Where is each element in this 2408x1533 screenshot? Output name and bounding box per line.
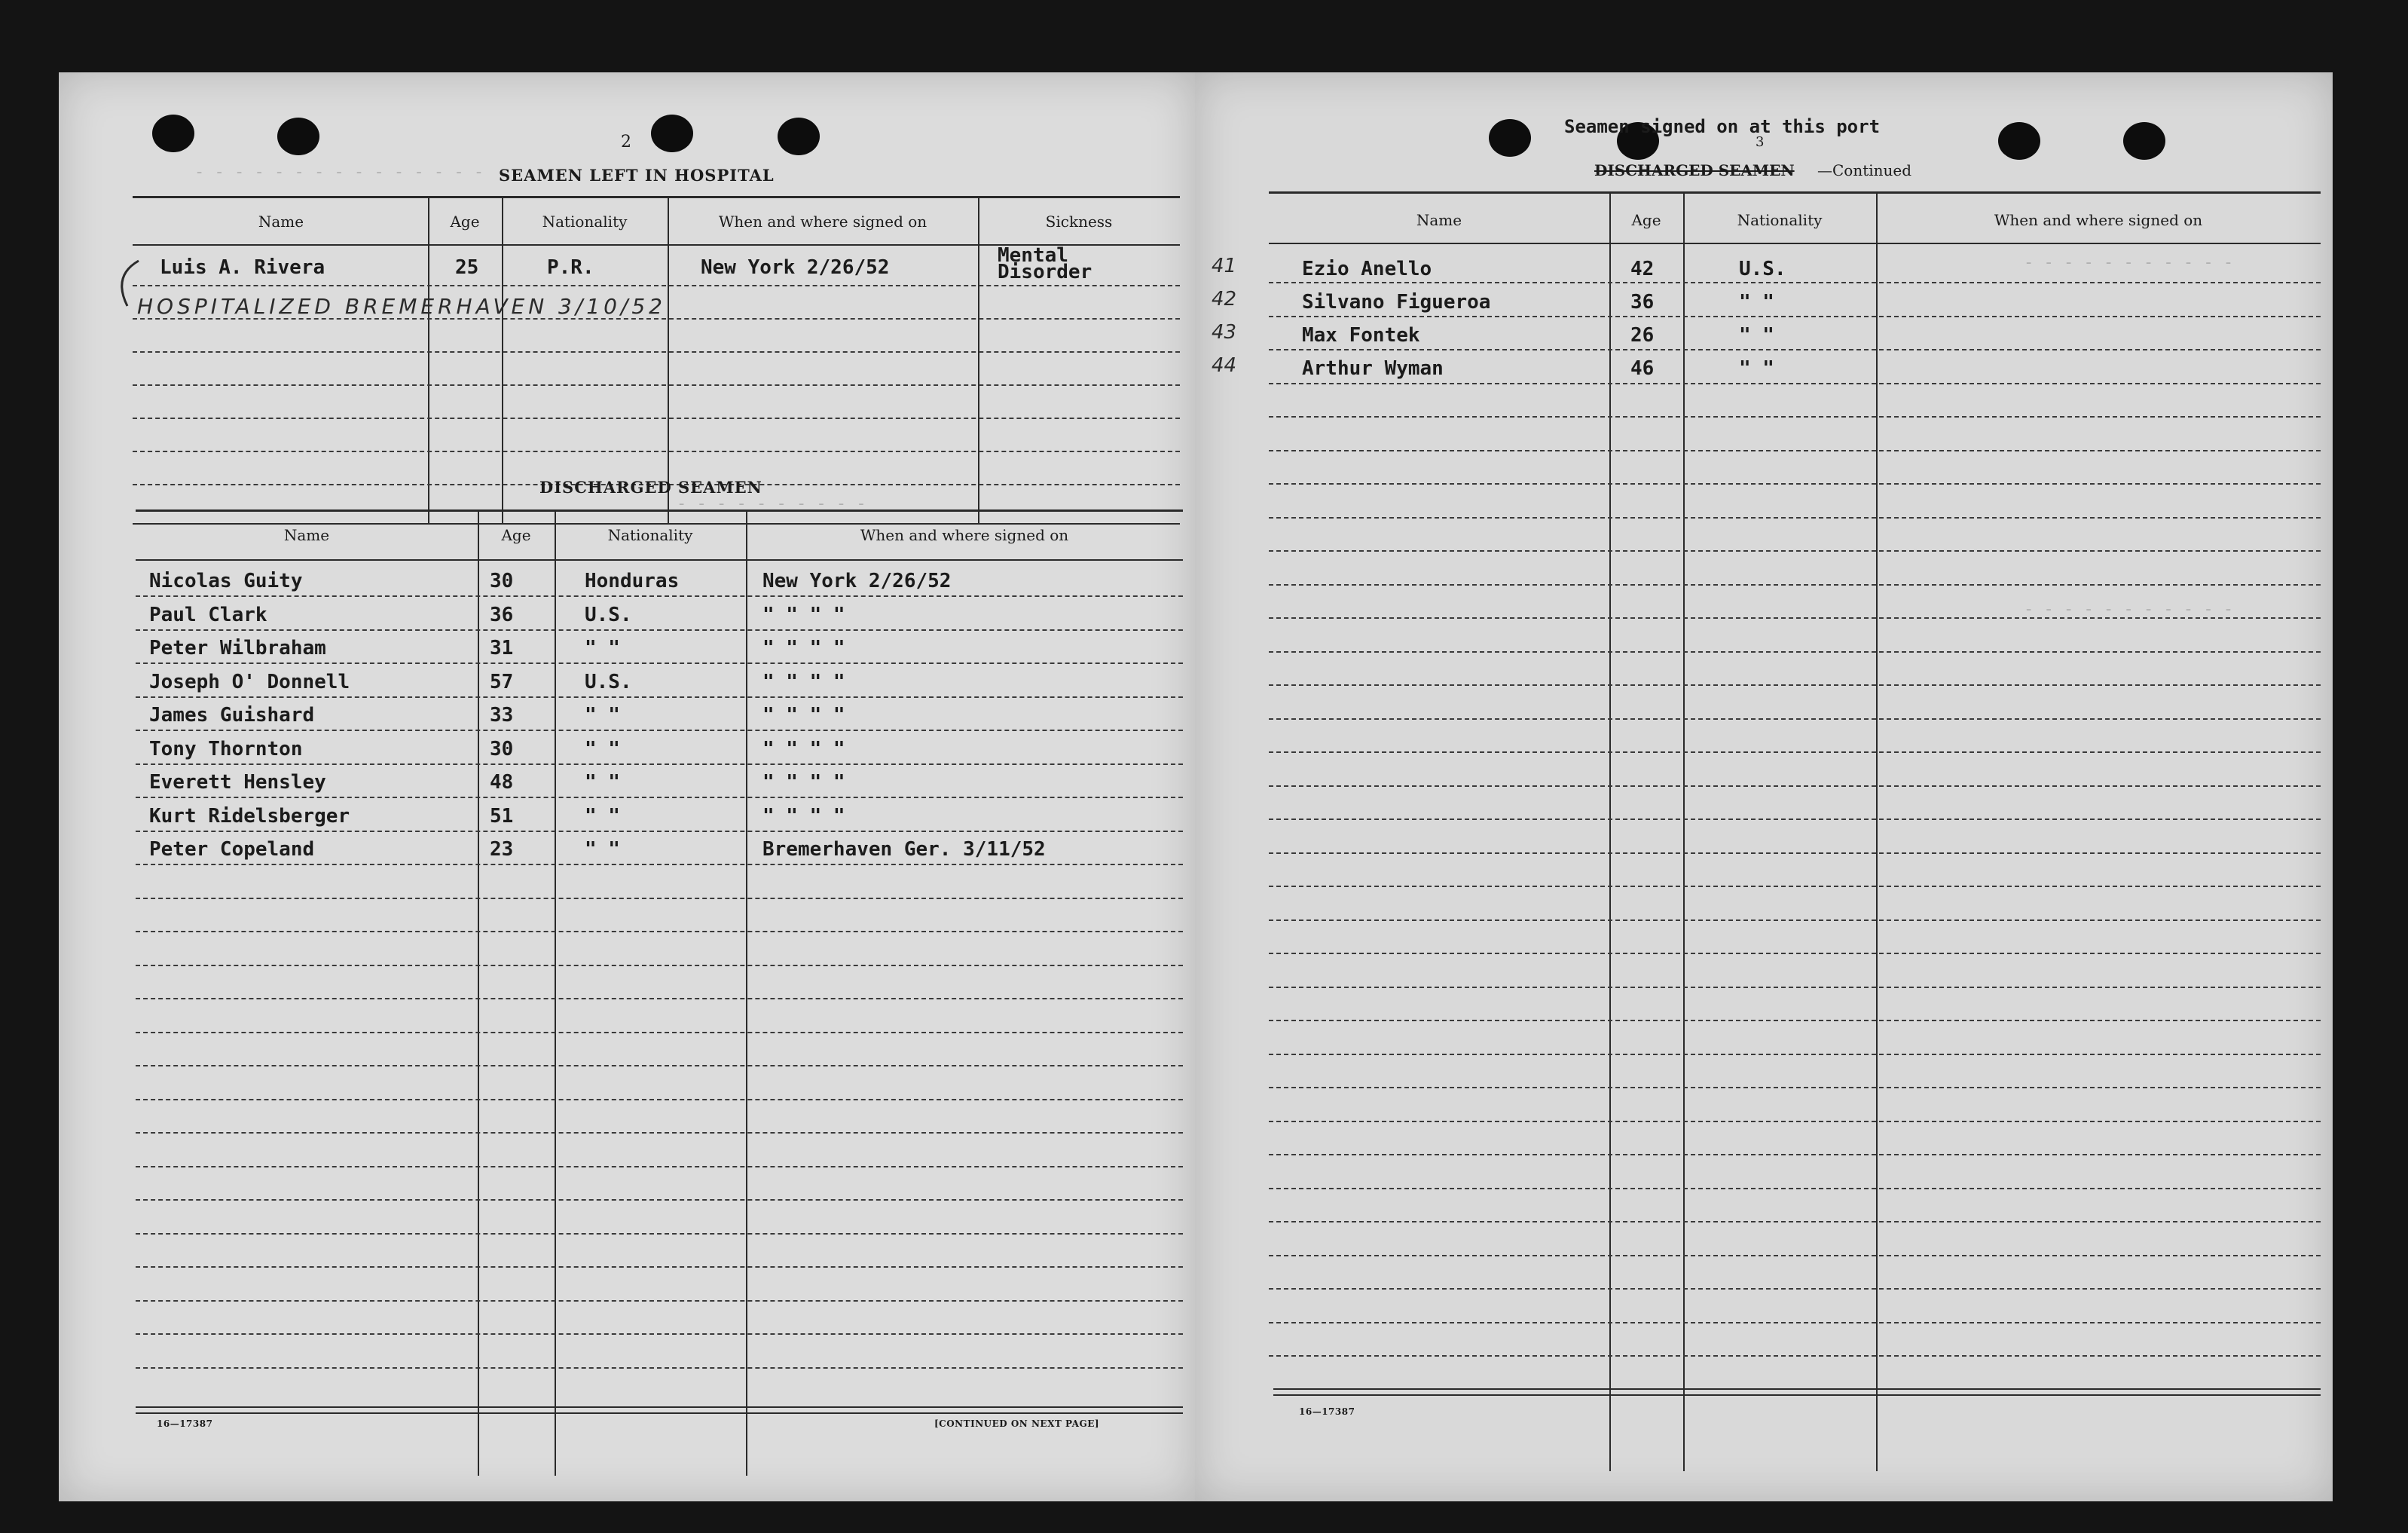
row-rule	[1269, 450, 2321, 451]
row-rule	[136, 763, 1183, 765]
row-rule	[1269, 819, 2321, 820]
signed-on-nationality: U.S.	[1739, 258, 1786, 280]
discharged-nationality: " "	[585, 637, 620, 659]
bleed-through-text: - - - - - - - - - - -	[2024, 253, 2234, 272]
discharged-nationality: " "	[585, 704, 620, 727]
header-signed-on: When and where signed on	[860, 526, 1069, 544]
row-rule	[1269, 1288, 2321, 1290]
row-rule	[1269, 1355, 2321, 1357]
hospital-name: Luis A. Rivera	[160, 256, 325, 279]
row-rule	[1269, 919, 2321, 921]
row-rule	[136, 965, 1183, 966]
bleed-through-text: - - - - - - - - - - - - - - -	[194, 163, 484, 182]
struck-subtitle: DISCHARGED SEAMEN	[1594, 161, 1795, 179]
row-rule	[136, 1099, 1183, 1100]
header-name: Name	[258, 213, 304, 231]
handwritten-bracket-mark	[108, 253, 154, 314]
discharged-nationality: " "	[585, 771, 620, 794]
row-rule	[136, 1367, 1183, 1369]
row-rule	[1269, 617, 2321, 619]
row-rule	[136, 998, 1183, 999]
row-rule	[136, 797, 1183, 798]
discharged-age: 30	[490, 737, 514, 760]
row-rule	[1269, 718, 2321, 720]
right-page-title: Seamen signed on at this port	[1564, 116, 1881, 137]
table-rule	[133, 196, 1180, 198]
discharged-section-title: DISCHARGED SEAMEN	[539, 478, 762, 497]
row-number-handwritten: 42	[1212, 288, 1237, 311]
signed-on-nationality: " "	[1739, 357, 1774, 380]
discharged-signed-on: " " " "	[762, 737, 845, 760]
column-divider	[746, 511, 747, 1476]
discharged-signed-on: " " " "	[762, 603, 845, 626]
row-rule	[136, 1333, 1183, 1335]
column-divider	[1876, 193, 1878, 1471]
signed-on-nationality: " "	[1739, 291, 1774, 314]
row-rule	[1269, 282, 2321, 283]
column-divider	[428, 197, 429, 525]
binder-hole	[277, 118, 319, 155]
discharged-nationality: " "	[585, 838, 620, 861]
row-rule	[1269, 751, 2321, 753]
binder-hole	[2123, 122, 2165, 160]
row-number-handwritten: 44	[1212, 354, 1237, 377]
header-age: Age	[501, 526, 531, 544]
hospital-age: 25	[455, 256, 479, 279]
row-rule	[136, 1233, 1183, 1235]
table-rule	[136, 1412, 1183, 1414]
form-number: 16—17387	[1299, 1406, 1355, 1417]
row-rule	[1269, 987, 2321, 988]
signed-on-name: Silvano Figueroa	[1302, 291, 1491, 314]
signed-on-age: 42	[1630, 258, 1655, 280]
binder-hole	[152, 115, 194, 152]
row-rule	[136, 595, 1183, 597]
discharged-nationality: " "	[585, 804, 620, 828]
header-signed-on: When and where signed on	[1994, 211, 2203, 229]
table-rule	[1269, 191, 2321, 194]
discharged-signed-on: " " " "	[762, 704, 845, 727]
row-rule	[1269, 1188, 2321, 1189]
discharged-signed-on: Bremerhaven Ger. 3/11/52	[762, 838, 1046, 861]
row-rule	[1269, 349, 2321, 350]
row-rule	[1269, 517, 2321, 519]
discharged-name: Nicolas Guity	[149, 570, 303, 592]
discharged-nationality: " "	[585, 737, 620, 760]
discharged-age: 36	[490, 603, 514, 626]
discharged-nationality: Honduras	[585, 570, 680, 592]
column-divider	[1609, 193, 1611, 1471]
header-nationality: Nationality	[607, 526, 693, 544]
discharged-age: 48	[490, 771, 514, 794]
signed-on-name: Arthur Wyman	[1302, 357, 1444, 380]
hospital-sickness: Mental Disorder	[998, 244, 1092, 283]
column-divider	[668, 197, 669, 525]
header-sickness: Sickness	[1045, 213, 1113, 231]
row-rule	[1269, 316, 2321, 317]
row-rule	[136, 662, 1183, 664]
handwritten-hospital-note: HOSPITALIZED BREMERHAVEN 3/10/52	[137, 294, 666, 319]
header-nationality: Nationality	[1737, 211, 1823, 229]
signed-on-age: 36	[1630, 291, 1655, 314]
bleed-through-text: - - - - - - - - - -	[677, 494, 866, 513]
bleed-through-text: - - - - - - - - - - -	[2024, 600, 2234, 619]
row-rule	[136, 1065, 1183, 1066]
row-rule	[1269, 1020, 2321, 1021]
discharged-nationality: U.S.	[585, 670, 632, 693]
column-divider	[1683, 193, 1685, 1471]
discharged-age: 30	[490, 570, 514, 592]
discharged-name: Joseph O' Donnell	[149, 670, 350, 693]
row-rule	[136, 898, 1183, 899]
row-rule	[1269, 1255, 2321, 1256]
column-divider	[555, 511, 556, 1476]
row-rule	[1269, 1322, 2321, 1323]
column-divider	[978, 197, 979, 525]
row-rule	[1269, 1121, 2321, 1122]
row-rule	[133, 318, 1180, 320]
header-signed-on: When and where signed on	[718, 213, 927, 231]
row-rule	[136, 696, 1183, 698]
row-rule	[136, 931, 1183, 932]
signed-on-nationality: " "	[1739, 324, 1774, 347]
table-rule	[1273, 1394, 2321, 1396]
column-divider	[502, 197, 503, 525]
subtitle-continued: —Continued	[1817, 161, 1912, 179]
row-rule	[136, 1166, 1183, 1167]
table-rule	[1273, 1388, 2321, 1390]
row-number-handwritten: 43	[1212, 321, 1237, 344]
signed-on-name: Max Fontek	[1302, 324, 1420, 347]
row-rule	[1269, 1221, 2321, 1222]
row-rule	[1269, 651, 2321, 653]
signed-on-age: 46	[1630, 357, 1655, 380]
discharged-name: Everett Hensley	[149, 771, 326, 794]
discharged-name: James Guishard	[149, 704, 315, 727]
row-rule	[1269, 483, 2321, 485]
row-rule	[136, 629, 1183, 631]
discharged-age: 33	[490, 704, 514, 727]
hospital-signed-on: New York 2/26/52	[701, 256, 890, 279]
header-age: Age	[1631, 211, 1661, 229]
row-rule	[1269, 1054, 2321, 1055]
discharged-signed-on: New York 2/26/52	[762, 570, 952, 592]
row-rule	[136, 831, 1183, 832]
row-rule	[1269, 886, 2321, 887]
discharged-age: 51	[490, 804, 514, 828]
binder-hole	[651, 115, 693, 152]
signed-on-name: Ezio Anello	[1302, 258, 1432, 280]
discharged-signed-on: " " " "	[762, 637, 845, 659]
header-age: Age	[450, 213, 480, 231]
continued-note: [CONTINUED ON NEXT PAGE]	[934, 1418, 1100, 1429]
binder-hole	[778, 118, 820, 155]
discharged-name: Tony Thornton	[149, 737, 303, 760]
row-rule	[1269, 550, 2321, 552]
row-rule	[133, 451, 1180, 452]
page-number: 2	[621, 133, 631, 151]
table-rule	[133, 523, 1180, 525]
header-name: Name	[1416, 211, 1462, 229]
binder-hole	[1998, 122, 2040, 160]
row-rule	[136, 1266, 1183, 1268]
table-rule	[136, 1406, 1183, 1408]
row-rule	[1269, 953, 2321, 954]
discharged-name: Peter Copeland	[149, 838, 315, 861]
discharged-signed-on: " " " "	[762, 670, 845, 693]
table-rule	[1269, 243, 2321, 244]
hospital-nationality: P.R.	[547, 256, 594, 279]
discharged-signed-on: " " " "	[762, 804, 845, 828]
row-rule	[1269, 1087, 2321, 1088]
row-rule	[133, 351, 1180, 353]
binder-hole	[1489, 119, 1531, 157]
row-rule	[1269, 584, 2321, 586]
row-rule	[1269, 684, 2321, 686]
discharged-age: 23	[490, 838, 514, 861]
column-divider	[478, 511, 479, 1476]
header-name: Name	[283, 526, 330, 544]
hospital-section-title: SEAMEN LEFT IN HOSPITAL	[499, 166, 775, 185]
right-page	[1195, 72, 2333, 1501]
page-number: 3	[1756, 134, 1765, 150]
row-rule	[1269, 1154, 2321, 1155]
row-rule	[1269, 383, 2321, 384]
discharged-age: 31	[490, 637, 514, 659]
row-rule	[133, 384, 1180, 386]
row-rule	[1269, 852, 2321, 854]
row-rule	[136, 1132, 1183, 1134]
discharged-name: Paul Clark	[149, 603, 267, 626]
discharged-name: Peter Wilbraham	[149, 637, 326, 659]
row-rule	[1269, 416, 2321, 418]
left-page	[59, 72, 1195, 1501]
table-rule	[136, 509, 1183, 512]
discharged-signed-on: " " " "	[762, 771, 845, 794]
row-rule	[1269, 785, 2321, 787]
row-rule	[136, 1199, 1183, 1201]
header-nationality: Nationality	[542, 213, 628, 231]
row-number-handwritten: 41	[1212, 255, 1237, 277]
discharged-nationality: U.S.	[585, 603, 632, 626]
row-rule	[133, 418, 1180, 419]
discharged-age: 57	[490, 670, 514, 693]
row-rule	[133, 285, 1180, 286]
table-rule	[136, 559, 1183, 561]
discharged-name: Kurt Ridelsberger	[149, 804, 350, 828]
row-rule	[136, 1300, 1183, 1302]
row-rule	[136, 1032, 1183, 1033]
row-rule	[136, 730, 1183, 731]
form-number: 16—17387	[157, 1418, 213, 1429]
signed-on-age: 26	[1630, 324, 1655, 347]
row-rule	[136, 864, 1183, 865]
